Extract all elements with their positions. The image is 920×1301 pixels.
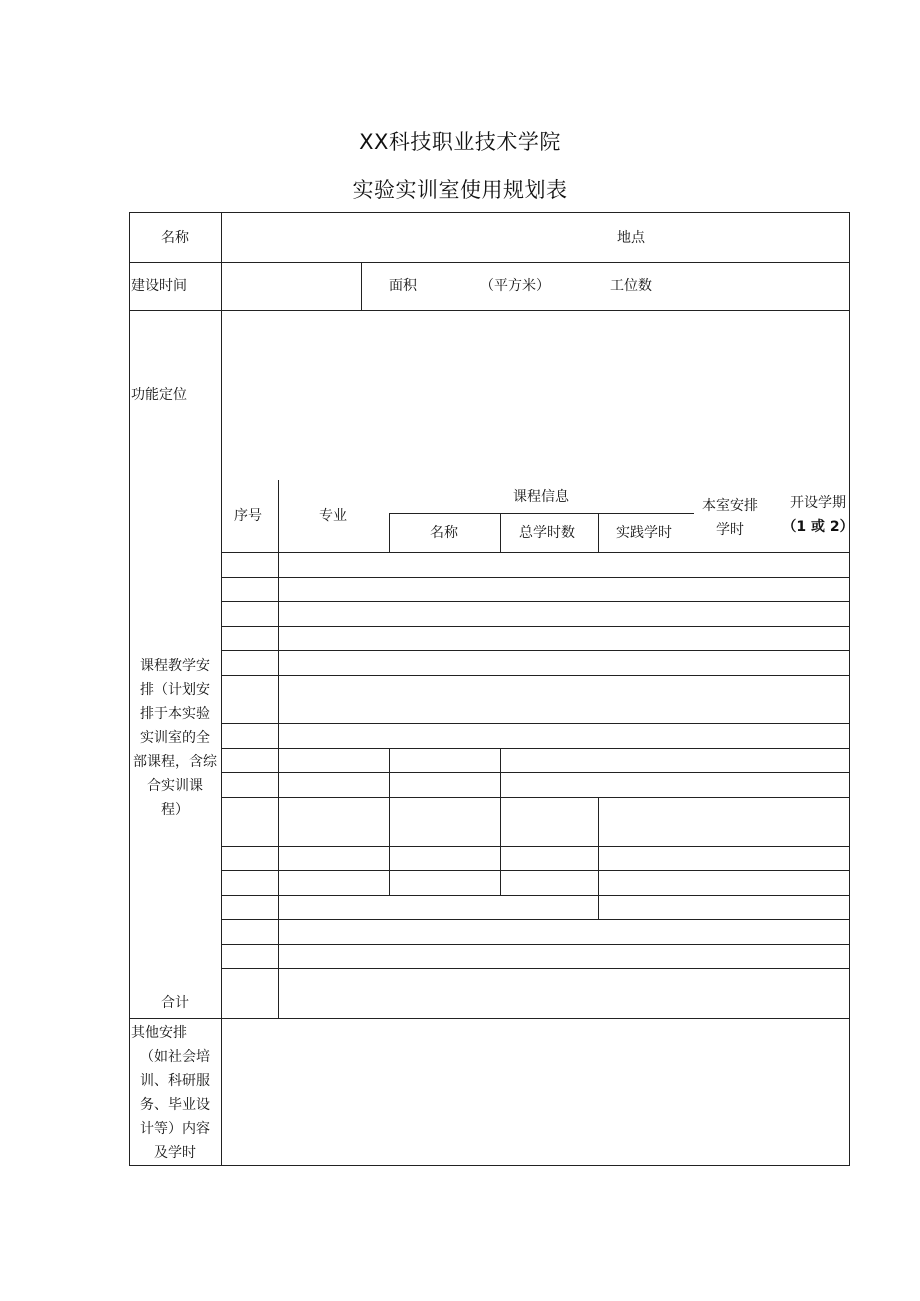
- other-line-3: 训、科研服: [140, 1073, 210, 1089]
- index-header: 序号: [234, 508, 262, 524]
- document-subtitle: 实验实训室使用规划表: [352, 178, 568, 202]
- total-label: 合计: [161, 995, 189, 1011]
- other-line-2: （如社会培: [140, 1049, 210, 1065]
- other-line-6: 及学时: [154, 1145, 196, 1161]
- course-arrangement-line-7: 程）: [161, 802, 189, 818]
- workstation-label: 工位数: [610, 278, 652, 294]
- course-arrangement-line-4: 实训室的全: [140, 730, 210, 746]
- practice-hours-header: 实践学时: [616, 525, 672, 541]
- other-line-1: 其他安排: [131, 1025, 187, 1041]
- other-arrangement-label: [131, 1021, 219, 1165]
- semester-header-line1: 开设学期: [790, 495, 846, 511]
- semester-header: [778, 491, 858, 539]
- major-header: 专业: [319, 508, 347, 524]
- area-unit-label: （平方米）: [480, 278, 550, 294]
- course-arrangement-line-6: 合实训课: [147, 778, 203, 794]
- build-time-label: 建设时间: [131, 278, 187, 294]
- course-arrangement-label: [131, 654, 219, 822]
- room-hours-header: [696, 494, 764, 542]
- course-info-header: 课程信息: [513, 489, 569, 505]
- room-hours-header-line1: 本室安排: [702, 498, 758, 514]
- document-title: XX科技职业技术学院: [359, 130, 561, 154]
- other-line-5: 计等）内容: [140, 1121, 210, 1137]
- other-line-4: 务、毕业设: [140, 1097, 210, 1113]
- room-hours-header-line2: 学时: [716, 522, 744, 538]
- semester-header-line2: （1 或 2）: [782, 519, 854, 535]
- total-hours-header: 总学时数: [519, 525, 575, 541]
- location-label: 地点: [617, 230, 645, 246]
- area-label: 面积: [389, 278, 417, 294]
- course-name-header: 名称: [430, 525, 458, 541]
- function-label: 功能定位: [131, 387, 187, 403]
- course-arrangement-line-1: 课程教学安: [140, 658, 210, 674]
- course-arrangement-line-3: 排于本实验: [140, 706, 210, 722]
- course-arrangement-line-5: 部课程，含综: [133, 754, 217, 770]
- name-label: 名称: [161, 230, 189, 246]
- course-arrangement-line-2: 排（计划安: [140, 682, 210, 698]
